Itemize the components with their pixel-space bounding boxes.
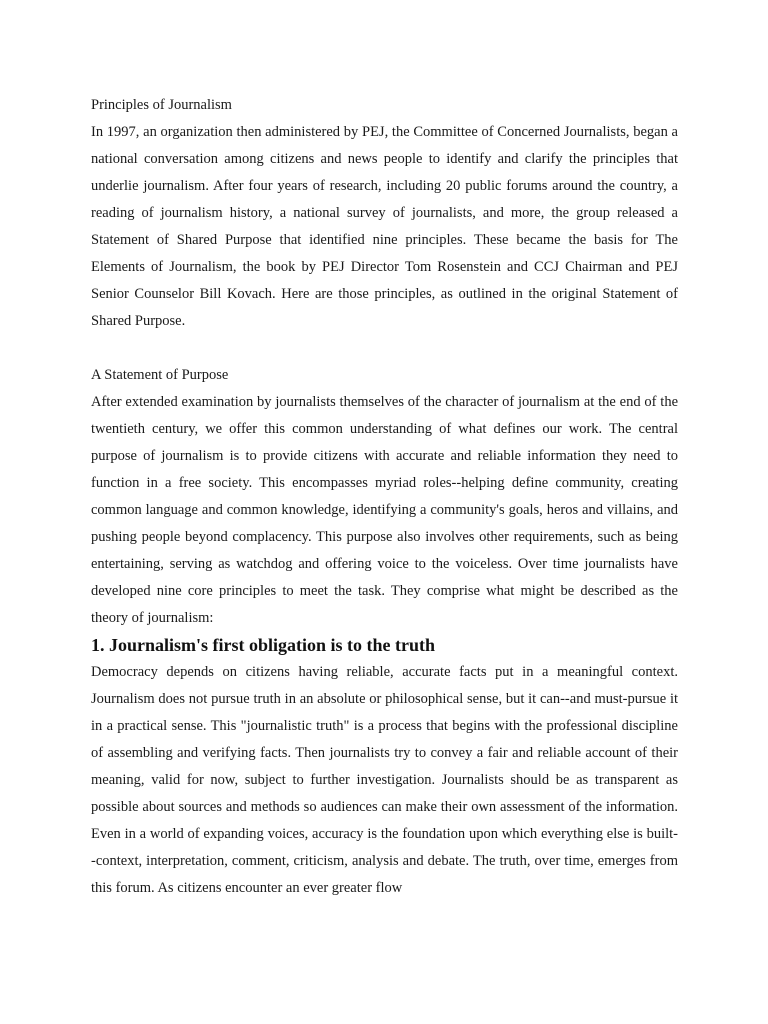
intro-paragraph: In 1997, an organization then administered by PEJ, the Committee of Concerned Journalists, began a national conversation among citizens and news people to identify and clarify the principles that underlie journalism. After four years of research, including 20 public forums around the country, a reading of journalism history, a national survey of journalists, and more, the group released a Statement of Shared Purpose that identified nine principles. These became the basis for The Elements of Journalism, the book by PEJ Director Tom Rosenstein and CCJ Chairman and PEJ Senior Counselor Bill Kovach. Here are those principles, as outlined in the original Statement of Shared Purpose. <box>91 124 678 329</box>
statement-heading: A Statement of Purpose <box>91 367 229 383</box>
document-body <box>91 92 678 902</box>
paragraph-spacer <box>91 335 678 362</box>
principle-1-paragraph: Democracy depends on citizens having reliable, accurate facts put in a meaningful context. Journalism does not pursue truth in an absolute or philosophical sense, but it can--and must-pursue it in a practical sense. This "journalistic truth" is a process that begins with the professional discipline of assembling and verifying facts. Then journalists try to convey a fair and reliable account of their meaning, valid for now, subject to further investigation. Journalists should be as transparent as possible about sources and methods so audiences can make their own assessment of the information. Even in a world of expanding voices, accuracy is the foundation upon which everything else is built--context, interpretation, comment, criticism, analysis and debate. The truth, over time, emerges from this forum. As citizens encounter an ever greater flow <box>91 664 678 896</box>
statement-paragraph: After extended examination by journalists themselves of the character of journalism at the end of the twentieth century, we offer this common understanding of what defines our work. The central purpose of journalism is to provide citizens with accurate and reliable information they need to function in a free society. This encompasses myriad roles--helping define community, creating common language and common knowledge, identifying a community's goals, heros and villains, and pushing people beyond complacency. This purpose also involves other requirements, such as being entertaining, serving as watchdog and offering voice to the voiceless. Over time journalists have developed nine core principles to meet the task. They comprise what might be described as the theory of journalism: <box>91 394 678 626</box>
principle-1-heading: 1. Journalism's first obligation is to the truth <box>91 635 436 655</box>
document-title: Principles of Journalism <box>91 97 232 113</box>
